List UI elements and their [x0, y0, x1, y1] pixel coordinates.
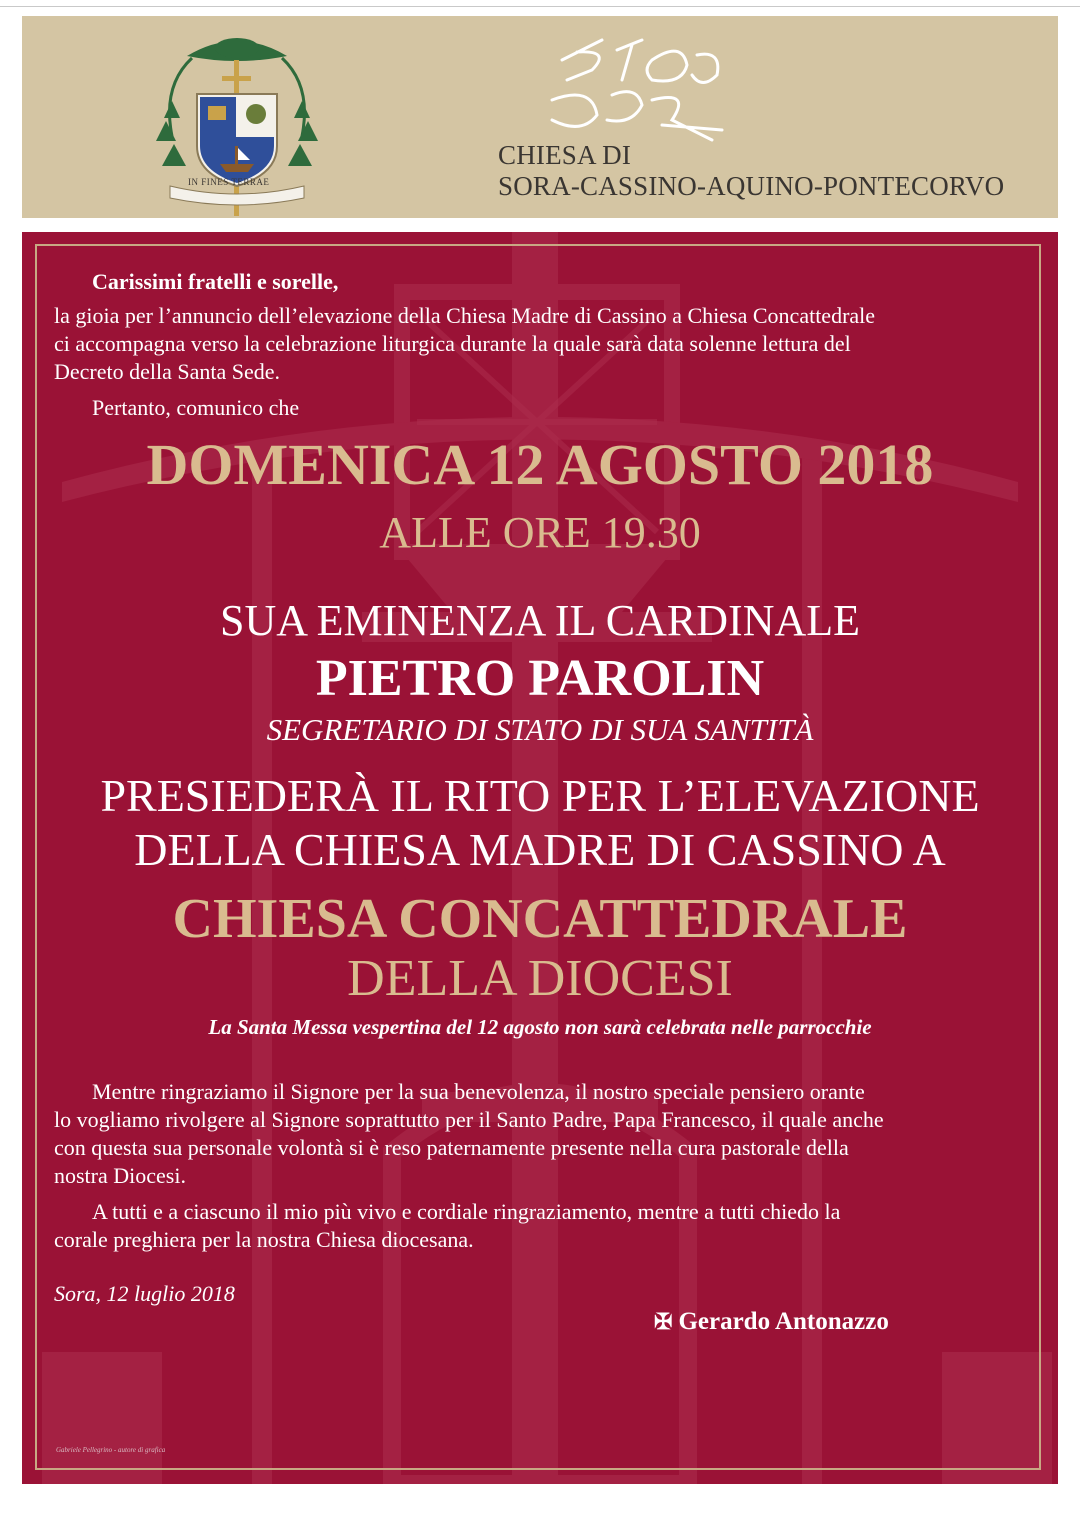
rite-line1: PRESIEDERÀ IL RITO PER L’ELEVAZIONE [100, 770, 980, 821]
coat-of-arms-icon [142, 26, 332, 216]
top-divider [0, 6, 1080, 7]
closing-paragraph2 [54, 1198, 840, 1254]
church-subtitle: DELLA DIOCESI [347, 950, 733, 1007]
letter-announce: Pertanto, comunico che [92, 395, 300, 420]
header-banner [22, 16, 1058, 218]
closing-paragraph1-line: nostra Diocesi. [54, 1163, 186, 1188]
closing-paragraph1 [54, 1078, 884, 1190]
letter-intro [54, 302, 875, 386]
coat-of-arms-motto: IN FINES TERRAE [188, 177, 270, 187]
rite-line2: DELLA CHIESA MADRE DI CASSINO A [134, 824, 946, 875]
celebrant-name: PIETRO PAROLIN [315, 650, 765, 707]
diocese-name [498, 140, 1004, 202]
closing-paragraph1-line: Mentre ringraziamo il Signore per la sua benevolenza, il nostro speciale pensiero orante [92, 1079, 865, 1104]
signature-name: Gerardo Antonazzo [678, 1308, 889, 1335]
signature [654, 1306, 889, 1338]
closing-paragraph2-line: A tutti e a ciascuno il mio più vivo e cordiale ringraziamento, mentre a tutti chiedo la [92, 1199, 841, 1224]
closing-paragraph1-line: lo vogliamo rivolgere al Signore soprattutto per il Santo Padre, Papa Francesco, il quale anche [54, 1107, 884, 1132]
event-time: ALLE ORE 19.30 [379, 508, 701, 557]
notice: La Santa Messa vespertina del 12 agosto non sarà celebrata nelle parrocchie [208, 1015, 872, 1039]
cross-icon: ✠ [654, 1309, 673, 1334]
diocese-name-line1: CHIESA DI [498, 140, 632, 170]
diocese-name-line2: SORA-CASSINO-AQUINO-PONTECORVO [498, 171, 1005, 201]
closing-paragraph1-line: con questa sua personale volontà si è reso paternamente presente nella cura pastorale della [54, 1135, 849, 1160]
letter-intro-line: Decreto della Santa Sede. [54, 359, 281, 384]
announcement-poster [22, 232, 1058, 1484]
church-title: CHIESA CONCATTEDRALE [172, 888, 908, 950]
graphic-credit: Gabriele Pellegrino - autore di grafica [56, 1446, 166, 1454]
place-date: Sora, 12 luglio 2018 [54, 1281, 235, 1306]
letter-greeting: Carissimi fratelli e sorelle, [92, 269, 339, 294]
celebrant-role: SEGRETARIO DI STATO DI SUA SANTITÀ [266, 712, 814, 747]
closing-paragraph2-line: corale preghiera per la nostra Chiesa diocesana. [54, 1227, 474, 1252]
event-date: DOMENICA 12 AGOSTO 2018 [146, 432, 934, 497]
letter-intro-line: ci accompagna verso la celebrazione liturgica durante la quale sarà data solenne lettura del [54, 331, 851, 356]
letter-intro-line: la gioia per l’annuncio dell’elevazione della Chiesa Madre di Cassino a Chiesa Concattedrale [54, 303, 876, 328]
celebrant-title: SUA EMINENZA IL CARDINALE [220, 596, 860, 645]
